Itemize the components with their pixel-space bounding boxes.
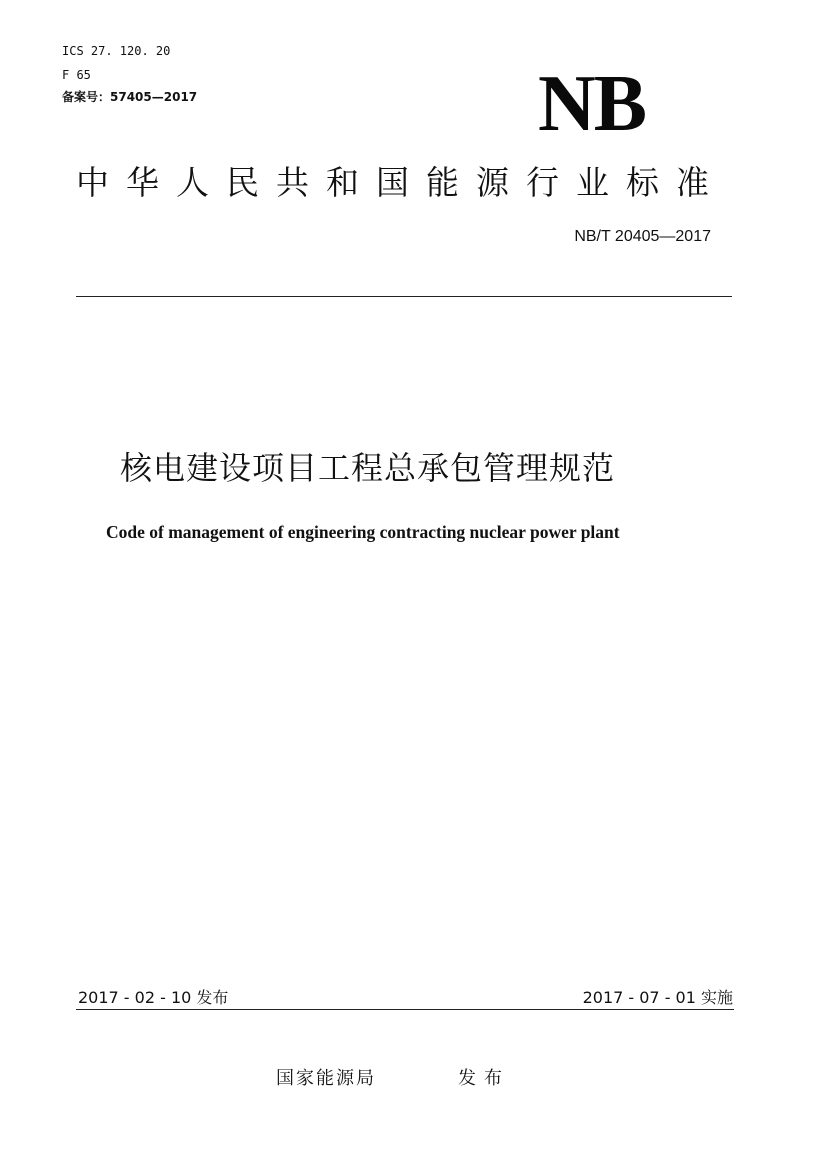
record-number: 备案号：57405—2017 [62, 90, 198, 104]
bottom-divider [76, 1009, 734, 1010]
issue-date: 2017 - 02 - 10 发布 [78, 988, 229, 1007]
document-title-en: Code of management of engineering contracting nuclear power plant [106, 522, 620, 542]
publish-label: 发布 [458, 1068, 510, 1089]
top-divider [76, 296, 732, 297]
organization-title: 中华人民共和国能源行业标准 [76, 163, 726, 202]
publisher-name: 国家能源局 [276, 1068, 376, 1089]
nb-logo: NB [538, 60, 646, 148]
ics-code: ICS 27. 120. 20 [62, 44, 171, 58]
standard-number: NB/T 20405—2017 [574, 228, 711, 245]
document-title-cn: 核电建设项目工程总承包管理规范 [120, 449, 616, 487]
implementation-date: 2017 - 07 - 01 实施 [582, 988, 733, 1007]
classification-code: F 65 [62, 68, 91, 82]
